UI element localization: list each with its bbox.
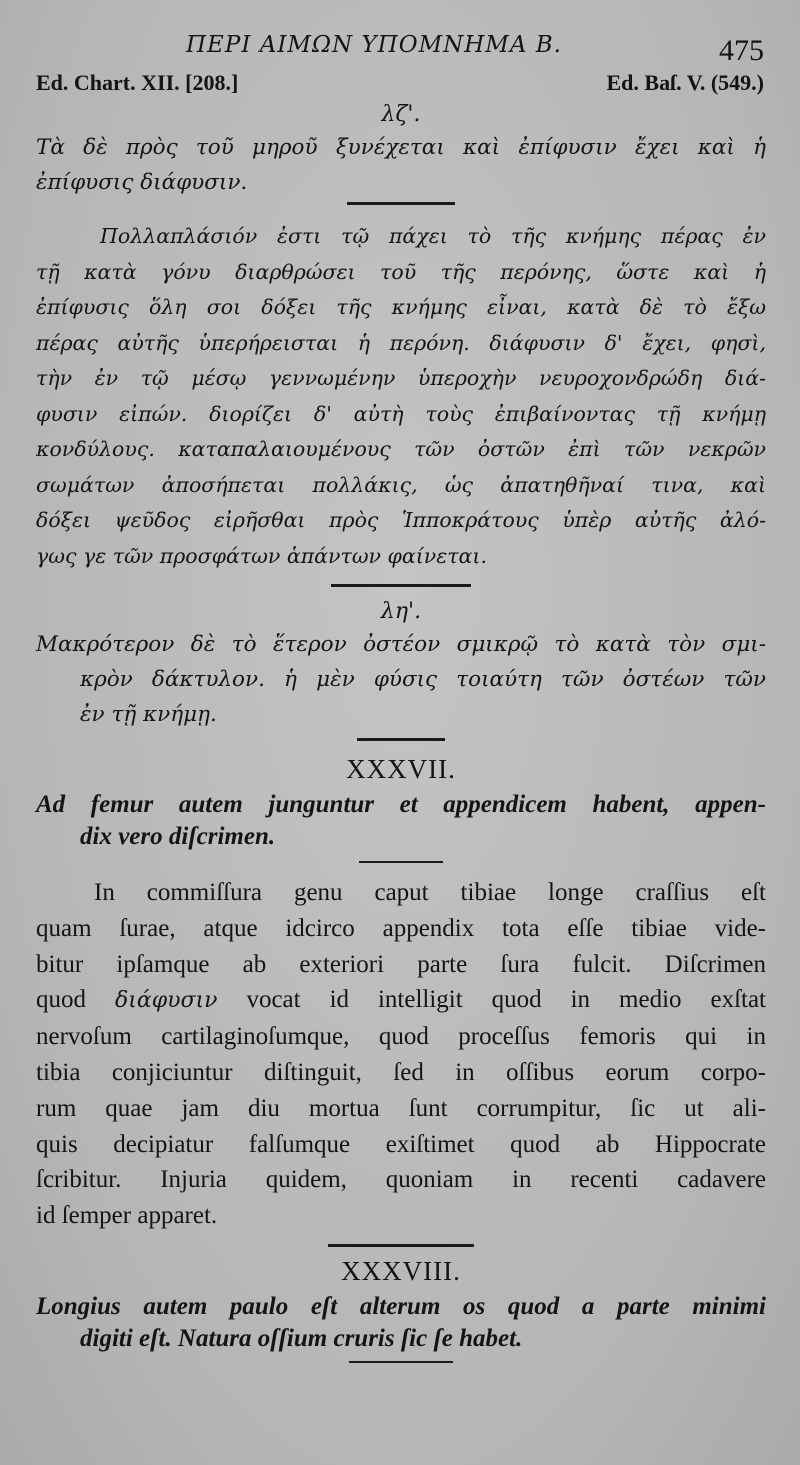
greek-commentary-line: σωμάτων ἀποσήπεται πολλάκις, ὡς ἀπατηθῆναί τινα, καὶ <box>36 472 766 497</box>
greek-commentary-line: γως γε τῶν προσφάτων ἁπάντων φαίνεται. <box>36 543 487 568</box>
latin-commentary-line: ſcribitur. Injuria quidem, quoniam in recenti cadavere <box>36 1166 766 1194</box>
latin-lemma <box>36 789 766 853</box>
latin-commentary-line: quam ſurae, atque idcirco appendix tota eſſe tibiae vide- <box>36 914 766 942</box>
latin-section-number: XXXVIII. <box>341 1255 461 1286</box>
latin-commentary-line: id ſemper apparet. <box>36 1202 218 1230</box>
latin-commentary-line-with-greek: quod διάφυσιν vocat id intelligit quod in medio exſtat <box>36 986 767 1014</box>
greek-commentary-line: τῇ κατὰ γόνυ διαρθρώσει τοῦ τῆς περόνης, ὥστε καὶ ἡ <box>36 259 766 284</box>
latin-commentary-line: rum quae jam diu mortua ſunt corrumpitur, ſic ut ali- <box>36 1094 766 1122</box>
latin-lemma-line: digiti eſt. Natura oſſium cruris ſic ſe habet. <box>80 1324 523 1352</box>
greek-lemma <box>36 627 766 732</box>
greek-lemma-line: Τὰ δὲ πρὸς τοῦ μηροῦ ξυνέχεται καὶ ἐπίφυσιν ἔχει καὶ ἡ <box>36 135 766 160</box>
page-number: 475 <box>719 34 764 67</box>
latin-commentary <box>36 875 766 1234</box>
section-divider <box>331 584 471 587</box>
latin-commentary-line: tibia conjiciuntur diſtinguit, ſed in oſſibus eorum corpo- <box>36 1058 766 1086</box>
latin-section-number: XXXVII. <box>346 754 456 784</box>
latin-lemma-line: Longius autem paulo eſt alterum os quod a parte minimi <box>36 1292 766 1320</box>
greek-lemma-line: ἐν τῇ κνήμῃ. <box>80 702 217 727</box>
latin-lemma-line: dix vero diſcrimen. <box>80 823 276 850</box>
greek-commentary-line: Πολλαπλάσιόν ἐστι τῷ πάχει τὸ τῆς κνήμης πέρας ἐν <box>100 224 766 248</box>
latin-commentary-line: nervoſum cartilaginoſumque, quod proceſſus femoris qui in <box>36 1023 766 1051</box>
running-head <box>36 28 766 70</box>
edition-references <box>36 70 766 100</box>
greek-term: διάφυσιν <box>114 988 218 1014</box>
greek-lemma-line: Μακρότερον δὲ τὸ ἕτερον ὀστέον σμικρῷ τὸ κατὰ τὸν σμι- <box>36 632 766 657</box>
section-divider <box>357 738 445 741</box>
latin-lemma-line: Ad femur autem junguntur et appendicem habent, appen- <box>36 791 766 818</box>
greek-lemma-line: ἐπίφυσις διάφυσιν. <box>36 170 248 195</box>
greek-section-number: λζ'. <box>381 102 421 127</box>
greek-commentary-line: ἐπίφυσις ὅλη σοι δόξει τῆς κνήμης εἶναι, κατὰ δὲ τὸ ἔξω <box>36 295 766 319</box>
latin-lemma <box>36 1291 766 1355</box>
latin-commentary-line: In commiſſura genu caput tibiae longe craſſius eſt <box>94 879 766 906</box>
section-divider <box>349 1361 453 1363</box>
greek-commentary-line: τὴν ἐν τῷ μέσῳ γεννωμένην ὑπεροχὴν νευροχονδρώδη διά- <box>36 366 766 390</box>
edition-chart-ref: Ed. Chart. XII. [208.] <box>36 70 239 95</box>
greek-commentary-line: δόξει ψεῦδος εἰρῆσθαι πρὸς Ἱπποκράτους ὑπὲρ αὐτῆς ἀλό- <box>36 508 766 532</box>
greek-lemma <box>36 130 766 200</box>
greek-commentary <box>36 219 766 574</box>
latin-commentary-line: bitur ipſamque ab exteriori parte ſura fulcit. Diſcrimen <box>36 950 766 978</box>
edition-basel-ref: Ed. Baſ. V. (549.) <box>606 70 764 95</box>
greek-commentary-line: πέρας αὐτῆς ὑπερήρεισται ἡ περόνη. διάφυσιν δ' ἔχει, φησὶ, <box>36 330 766 355</box>
greek-lemma-line: κρὸν δάκτυλον. ἡ μὲν φύσις τοιαύτη τῶν ὀστέων τῶν <box>80 667 766 692</box>
greek-commentary-line: φυσιν εἰπών. διορίζει δ' αὐτὴ τοὺς ἐπιβαίνοντας τῇ κνήμῃ <box>36 401 766 426</box>
running-title: ΠΕΡΙ ΑΙΜΩΝ ΥΠΟΜΝΗΜΑ Β. <box>186 32 562 58</box>
section-divider <box>347 202 455 205</box>
latin-commentary-line: quis decipiatur falſumque exiſtimet quod ab Hippocrate <box>36 1130 766 1158</box>
greek-commentary-line: κονδύλους. καταπαλαιουμένους τῶν ὀστῶν ἐπὶ τῶν νεκρῶν <box>36 437 766 461</box>
section-divider <box>328 1244 474 1247</box>
section-divider <box>359 861 443 863</box>
greek-section-number: λη'. <box>380 599 422 624</box>
